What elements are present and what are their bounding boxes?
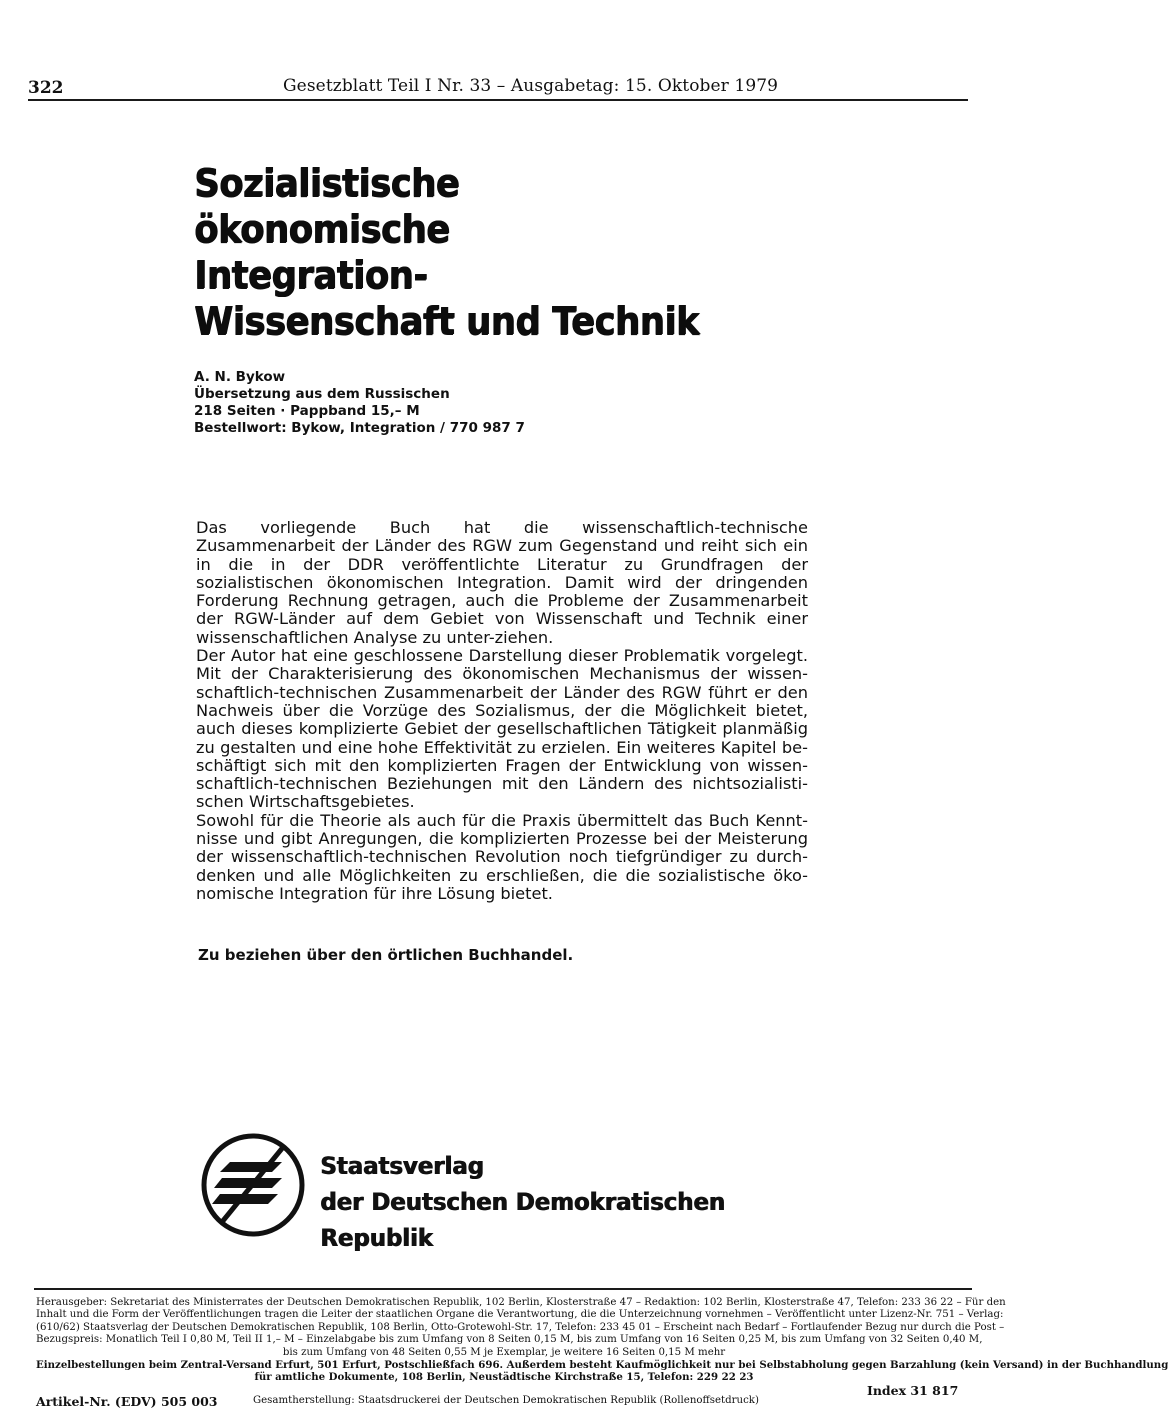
- publisher-name-line: Staatsverlag: [320, 1152, 484, 1180]
- staatsverlag-flag-logo-icon: [200, 1132, 306, 1238]
- book-order-word: Bestellwort: Bykow, Integration / 770 987 7: [194, 420, 525, 436]
- book-translation-note: Übersetzung aus dem Russischen: [194, 386, 450, 402]
- book-title-line: Integration-: [194, 253, 428, 297]
- publisher-name-line: der Deutschen Demokratischen: [320, 1188, 725, 1216]
- impressum-line: für amtliche Dokumente, 108 Berlin, Neustädtische Kirchstraße 15, Telefon: 229 22 23: [254, 1371, 754, 1384]
- book-description: [196, 519, 808, 903]
- book-title: [194, 160, 754, 344]
- description-paragraph: Das vorliegende Buch hat die wissenschaftlich-technische Zusammenarbeit der Länder des RGW zum Gegenstand und reiht sich ein in die in der DDR veröffentlichte Literatur zu Grundfragen der sozialistischen ökonomischen Integration. Damit wird der dringenden Forderung Rechnung getragen, auch die Probleme der Zusammenarbeit der RGW-Länder auf dem Gebiet von Wissenschaft und Technik einer wissenschaftlichen Analyse zu unter-ziehen.: [196, 518, 808, 647]
- publisher-name-line: Republik: [320, 1224, 433, 1252]
- impressum-rule: [34, 1288, 972, 1290]
- printer-note: Gesamtherstellung: Staatsdruckerei der Deutschen Demokratischen Republik (Rollenoffsetdruck): [253, 1395, 759, 1406]
- book-title-line: Wissenschaft und Technik: [194, 299, 699, 343]
- book-pages-price: 218 Seiten · Pappband 15,– M: [194, 403, 420, 419]
- description-paragraph: Sowohl für die Theorie als auch für die Praxis übermittelt das Buch Kennt-nisse und gibt Anregungen, die komplizierten Prozesse bei der Meisterung der wissenschaftlich-technischen Revolution noch tiefgründiger zu durch-denken und alle Möglichkeiten zu erschließen, die die sozialistische öko-nomische Integration für ihre Lösung bietet.: [196, 810, 808, 903]
- running-title: Gesetzblatt Teil I Nr. 33 – Ausgabetag: 15. Oktober 1979: [283, 76, 779, 96]
- page-number: 322: [28, 78, 64, 98]
- impressum-line: Einzelbestellungen beim Zentral-Versand Erfurt, 501 Erfurt, Postschließfach 696. Außerdem besteht Kaufmöglichkeit nur bei Selbstabholung gegen Barzahlung (kein Versand) in der Buchhandlung: [36, 1359, 1168, 1372]
- book-metadata: [194, 369, 694, 437]
- impressum-line: bis zum Umfang von 48 Seiten 0,55 M je Exemplar, je weitere 16 Seiten 0,15 M mehr: [282, 1346, 726, 1358]
- publisher-name: [320, 1148, 780, 1256]
- description-paragraph: Der Autor hat eine geschlossene Darstellung dieser Problematik vorgelegt. Mit der Charakterisierung des ökonomischen Mechanismus der wissen-schaftlich-technischen Zusammenarbeit der Länder des RGW führt er den Nachweis über die Vorzüge des Sozialismus, der die Möglichkeit bietet, auch dieses komplizierte Gebiet der gesellschaftlichen Tätigkeit planmäßig zu gestalten und eine hohe Effektivität zu erzielen. Ein weiteres Kapitel be-schäftigt sich mit den komplizierten Fragen der Entwicklung von wissen-schaftlich-technischen Beziehungen mit den Ländern des nichtsozialisti-schen Wirtschaftsgebietes.: [196, 646, 808, 812]
- book-author: A. N. Bykow: [194, 369, 286, 385]
- impressum-line: Bezugspreis: Monatlich Teil I 0,80 M, Teil II 1,– M – Einzelabgabe bis zum Umfang von 8 Seiten 0,15 M, bis zum Umfang von 16 Seiten 0,25 M, bis zum Umfang von 32 Seiten 0,40 M,: [36, 1334, 983, 1346]
- article-number: Artikel-Nr. (EDV) 505 003: [36, 1394, 218, 1409]
- impressum-line: Herausgeber: Sekretariat des Ministerrates der Deutschen Demokratischen Republik, 102 Berlin, Klosterstraße 47 – Redaktion: 102 Berlin, Klosterstraße 47, Telefon: 233 36 22 – Für den: [36, 1297, 1006, 1308]
- header-rule: [28, 99, 968, 101]
- impressum-line: Inhalt und die Form der Veröffentlichungen tragen die Leiter der staatlichen Organe die Verantwortung, die die Unterzeichnung vornehmen – Veröffentlicht unter Lizenz-Nr. 751 – Verlag:: [36, 1309, 1004, 1321]
- impressum: [36, 1297, 1168, 1384]
- availability-note: Zu beziehen über den örtlichen Buchhandel.: [198, 946, 574, 964]
- impressum-line: (610/62) Staatsverlag der Deutschen Demokratischen Republik, 108 Berlin, Otto-Grotewohl-Str. 17, Telefon: 233 45 01 – Erscheint nach Bedarf – Fortlaufender Bezug nur durch die Post –: [36, 1321, 1005, 1333]
- book-title-line: Sozialistische ökonomische: [194, 161, 460, 251]
- index-number: Index 31 817: [867, 1383, 959, 1398]
